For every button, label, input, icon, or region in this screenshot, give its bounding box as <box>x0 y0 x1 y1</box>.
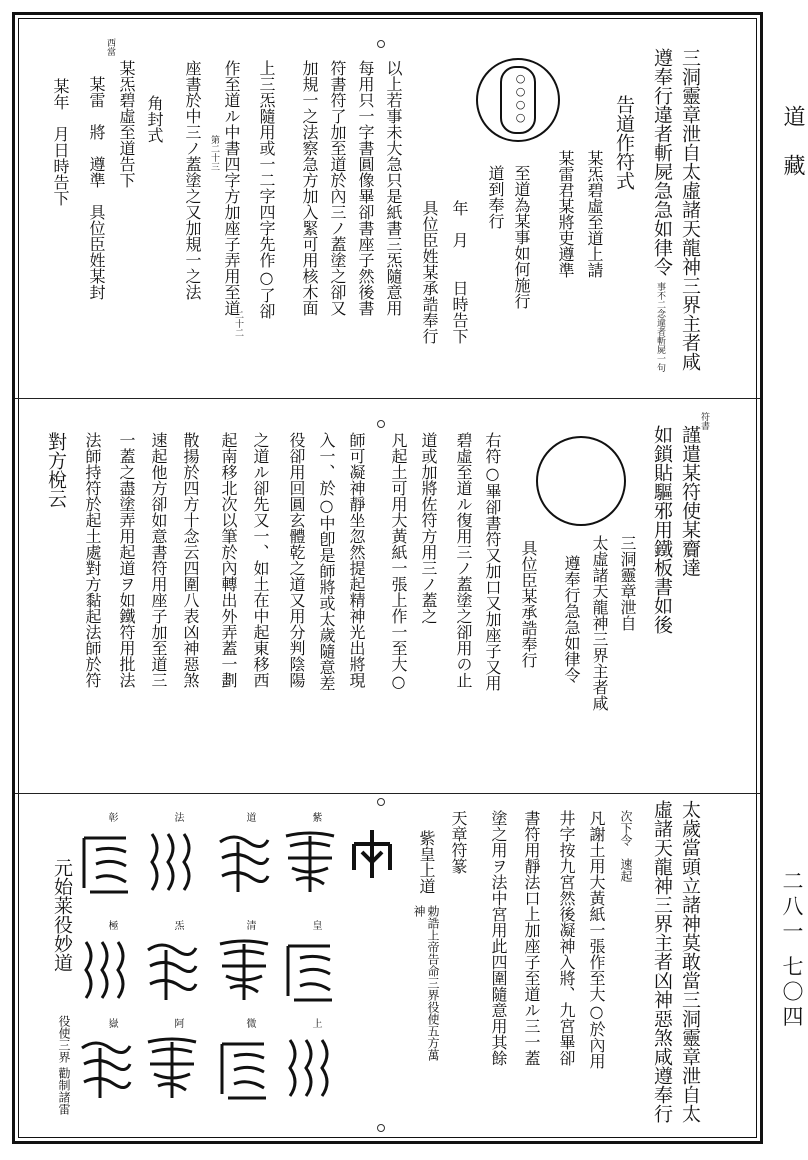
top-col-1: 三洞靈章泄自太虛諸天龍神三界主者咸 <box>679 48 701 371</box>
top-col-5: 某雷君某將吏遵準 <box>556 150 575 278</box>
bot-col-9: 紫皇上道 <box>417 830 436 894</box>
top-col-8: 年 月 日時告下 <box>450 200 469 344</box>
seal-caption: 皇 <box>310 920 321 930</box>
top-col-20: 某年 月日時告下 <box>51 78 70 206</box>
mid-col-10: 凡起土可用大黃紙一張上作一至大○ <box>389 432 408 691</box>
top-col-19: 某雷 將 遵準 具位臣姓某封 <box>87 76 106 300</box>
bot-col-12: 役使三界 勸制諸雷 <box>57 1015 71 1115</box>
seal-character-icon <box>142 936 202 1008</box>
seal-character-icon <box>214 828 274 900</box>
seal-caption: 極 <box>106 920 117 930</box>
seal-caption: 微 <box>244 1018 255 1028</box>
bot-col-4: 凡謝土用大黃紙一張作至大○於內用 <box>587 810 606 1069</box>
mid-col-7: 右符○畢卻書符又加口又加座子又用 <box>483 432 502 691</box>
top-col-10: 以上若事未大急只是紙書三炁隨意用 <box>384 60 403 316</box>
mid-label: 符書 <box>699 412 709 430</box>
top-col-13: 加規一之法察急方加入緊可用核木面 <box>300 60 319 316</box>
seal-character-icon <box>280 1034 340 1106</box>
seal-character-icon <box>280 936 340 1008</box>
top-col-3: 告道作符式 <box>613 95 635 190</box>
mid-col-1: 謹遣某符使某齎達 <box>679 425 701 577</box>
bot-col-2: 虛諸天龍神三界主者凶神惡煞咸遵奉行 <box>651 800 673 1123</box>
page-number: 二八一 七〇四 <box>780 870 804 1031</box>
talisman-circle-icon: ○○○○ <box>476 58 560 142</box>
binding-hole <box>377 1124 385 1132</box>
binding-hole <box>377 420 385 428</box>
seal-character-icon <box>76 936 136 1008</box>
top-col-11: 每用只一字書圓像畢卻書座子然後書 <box>356 60 375 316</box>
top-num-b: 第二十三 <box>209 135 219 171</box>
seal-caption: 道 <box>244 812 255 822</box>
bot-col-7: 塗之用ヲ法中宮用此四圍隨意用其餘 <box>489 810 508 1066</box>
mid-col-17: 速起他方卻如意書符用座子加至道三 <box>149 432 168 688</box>
mid-col-8: 碧虛至道ル復用三ノ蓋塗之卻用の止 <box>454 432 473 688</box>
mid-col-6: 具位臣某承誥奉行 <box>519 540 538 668</box>
top-side-note: 西當 <box>105 38 115 56</box>
mid-col-11: 師可凝神靜坐忽然提起精神光出將現 <box>347 432 366 688</box>
top-col-7: 道到奉行 <box>486 165 505 229</box>
top-col-9: 具位臣姓某承誥奉行 <box>420 200 439 344</box>
top-col-12: 符書符了加至道於內三ノ蓋塗之卻又 <box>328 60 347 316</box>
seal-caption: 炁 <box>172 920 183 930</box>
seal-caption: 阿 <box>172 1018 183 1028</box>
top-head-note: 事不二念違者斬屍一句 <box>655 282 665 372</box>
bot-col-3: 次下令 速起 <box>619 810 633 882</box>
seal-character-icon <box>214 936 274 1008</box>
bot-col-8: 天章符篆 <box>449 810 468 874</box>
top-col-4: 某炁碧虛至道上請 <box>585 150 604 278</box>
seal-caption: 法 <box>172 812 183 822</box>
binding-hole <box>377 40 385 48</box>
seal-caption: 清 <box>244 920 255 930</box>
top-col-14: 上三炁隨用或一二字四字先作○了卻 <box>257 60 276 319</box>
seal-caption: 彰 <box>106 812 117 822</box>
mid-col-19: 法師持符於起土處對方黏起法師於符 <box>83 432 102 688</box>
top-col-18: 某炁碧虛至道告下 <box>117 60 136 188</box>
seal-character-icon <box>142 1034 202 1106</box>
top-col-15: 作至道ル中書四字方加座子弄用至道 <box>222 60 241 316</box>
mid-col-3: 三洞靈章泄自 <box>618 535 637 631</box>
mid-col-14: 之道ル卻先又一、如土在中起東移西 <box>251 432 270 688</box>
seal-caption: 嶽 <box>106 1018 117 1028</box>
top-col-2: 遵奉行違者斬屍急急如律令 <box>651 48 673 276</box>
bot-col-6: 書符用靜法口上加座子至道ル三一蓋 <box>522 810 541 1066</box>
seal-caption: 上 <box>310 1018 321 1028</box>
seal-character-icon <box>280 828 340 900</box>
mid-col-9: 道或加將佐符方用三ノ蓋之 <box>419 432 438 624</box>
mid-col-15: 起南移北次以筆於內轉出外弄蓋一劃 <box>219 432 238 688</box>
bot-col-10: 勅誥上帝告命三界役使五方萬神 <box>412 905 440 1061</box>
bot-col-11: 元始莱役妙道 <box>51 858 73 972</box>
section-divider-top <box>15 398 760 399</box>
section-divider-bottom <box>15 793 760 794</box>
seal-character-icon <box>214 1034 274 1106</box>
book-title: 道 藏 <box>780 105 805 186</box>
seal-caption: 紫 <box>310 812 321 822</box>
mid-col-20: 對方梲云 <box>45 432 67 508</box>
mid-col-16: 散揚於四方十念云四圍八表凶神惡煞 <box>181 432 200 688</box>
mid-col-4: 太虛諸天龍神三界主者咸 <box>590 535 609 711</box>
mid-col-13: 役卻用回圓玄體乾之道又用分判陰陽 <box>287 432 306 688</box>
bot-col-5: 井字按九宮然後凝神入將、九宮畢卻 <box>557 810 576 1066</box>
seal-character-icon <box>76 828 136 900</box>
mid-col-2: 如鎖貼驅邪用鐵板書如後 <box>651 425 673 634</box>
top-col-16: 座書於中三ノ蓋塗之又加規一之法 <box>183 60 202 300</box>
talisman-circle-icon <box>536 436 626 526</box>
mid-col-18: 一蓋之盡塗弄用起道ヲ如鐵符用批法 <box>117 432 136 688</box>
mid-col-12: 入一、於○中卽是師將或太歲隨意差 <box>317 432 336 691</box>
top-num-a: 二十二 <box>233 310 243 337</box>
top-col-17: 角封式 <box>145 95 164 143</box>
mid-col-5: 遵奉行急急如律令 <box>562 555 581 683</box>
binding-hole <box>377 798 385 806</box>
top-col-6: 至道為某事如何施行 <box>512 165 531 309</box>
seal-character-icon <box>76 1034 136 1106</box>
seal-glyph-icon <box>348 826 396 882</box>
bot-col-1: 太歲當頭立諸神莫敢當三洞靈章泄自太 <box>679 800 701 1123</box>
seal-character-icon <box>142 828 202 900</box>
